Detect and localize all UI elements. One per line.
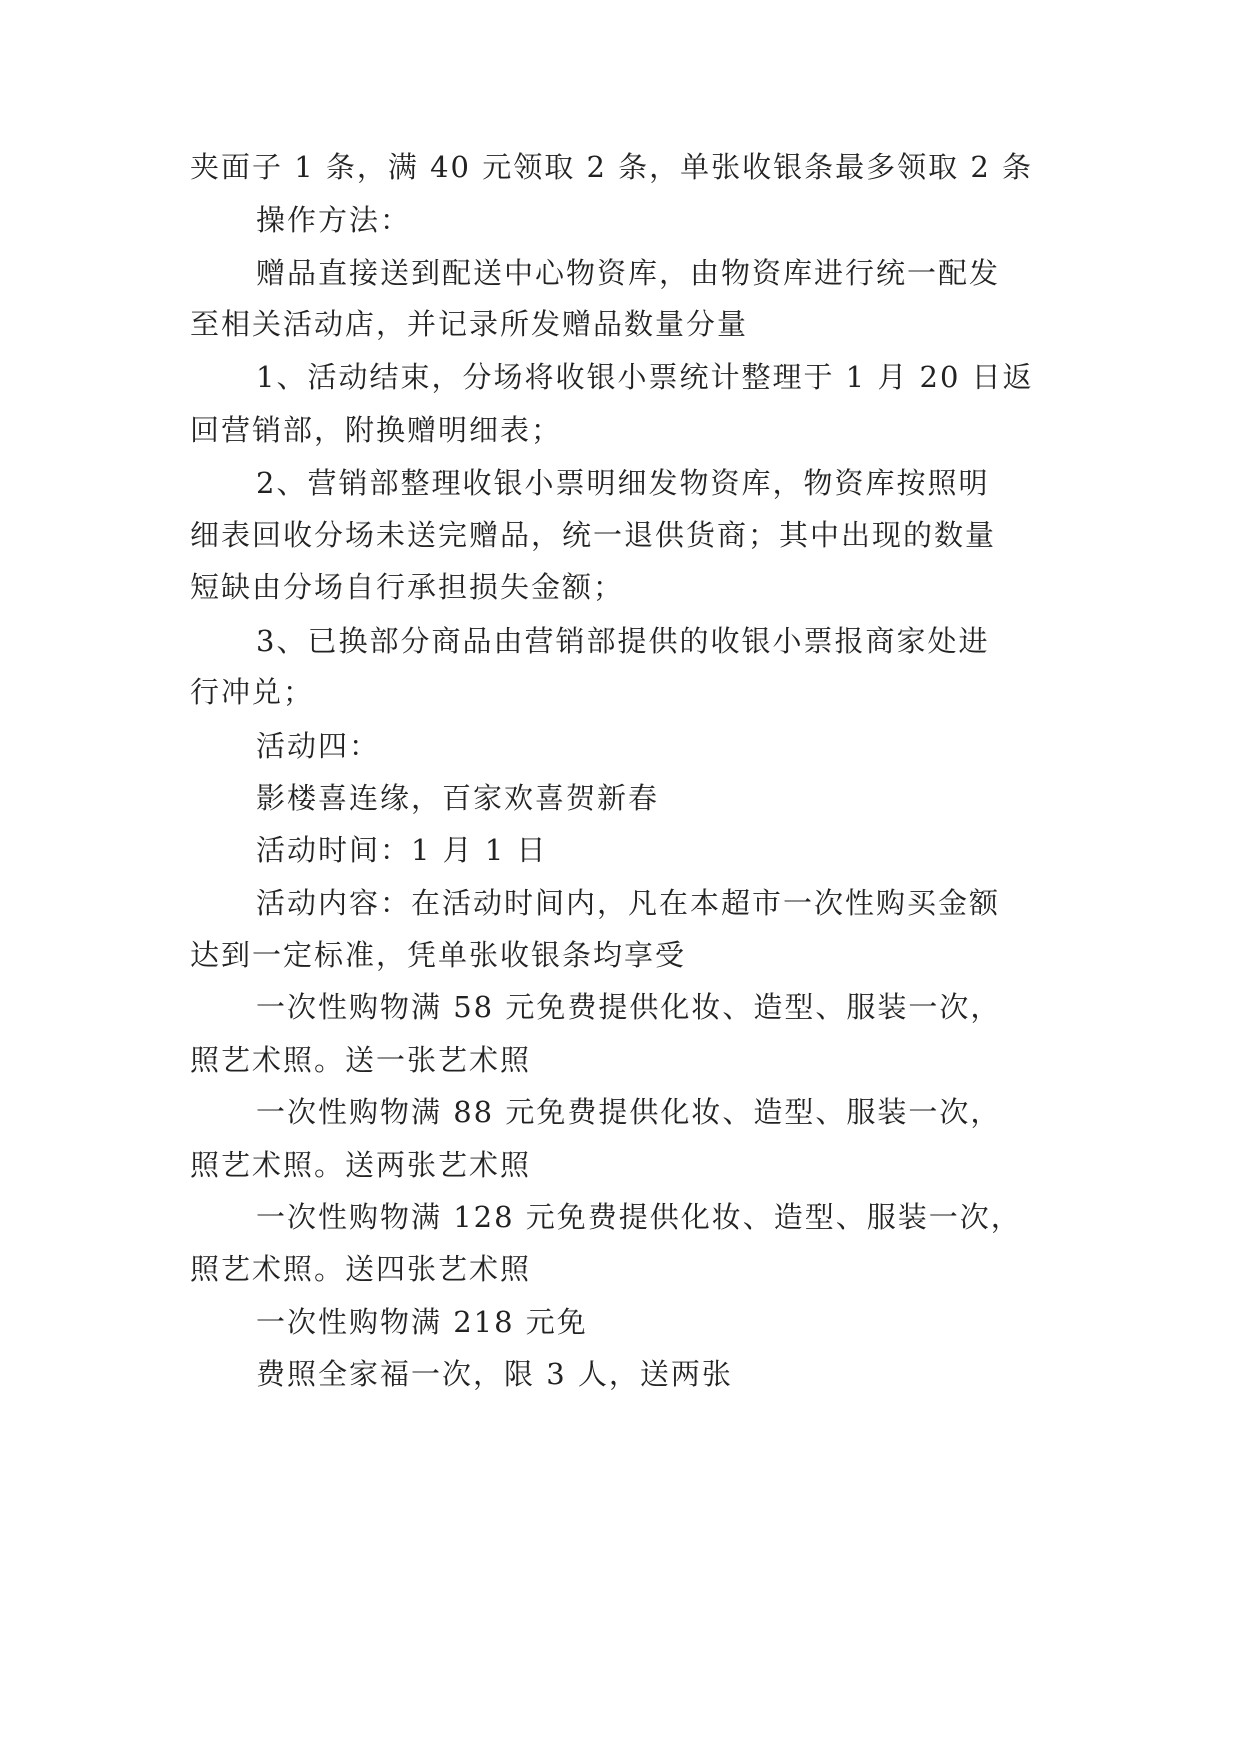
- text-line: 照艺术照。送两张艺术照: [190, 1148, 532, 1182]
- text-line: 短缺由分场自行承担损失金额；: [190, 570, 625, 604]
- text-line: 夹面子 1 条，满 40 元领取 2 条，单张收银条最多领取 2 条: [190, 150, 1034, 184]
- text-line: 一次性购物满 88 元免费提供化妆、造型、服装一次，: [256, 1095, 1002, 1129]
- text-line: 活动时间：1 月 1 日: [256, 833, 548, 867]
- text-line: 照艺术照。送一张艺术照: [190, 1043, 532, 1077]
- text-line: 行冲兑；: [190, 675, 315, 709]
- text-line: 赠品直接送到配送中心物资库，由物资库进行统一配发: [256, 256, 1001, 290]
- text-line: 至相关活动店，并记录所发赠品数量分量: [190, 307, 749, 341]
- text-line: 操作方法：: [256, 203, 412, 237]
- text-line: 影楼喜连缘，百家欢喜贺新春: [256, 781, 660, 815]
- text-line: 2、营销部整理收银小票明细发物资库，物资库按照明: [256, 466, 990, 500]
- text-line: 3、已换部分商品由营销部提供的收银小票报商家处进: [256, 624, 990, 658]
- text-line: 一次性购物满 128 元免费提供化妆、造型、服装一次，: [256, 1200, 1022, 1234]
- text-line: 回营销部，附换赠明细表；: [190, 413, 563, 447]
- text-line: 一次性购物满 218 元免: [256, 1305, 588, 1339]
- text-line: 照艺术照。送四张艺术照: [190, 1252, 532, 1286]
- text-line: 活动四：: [256, 729, 381, 763]
- text-line: 细表回收分场未送完赠品，统一退供货商；其中出现的数量: [190, 518, 997, 552]
- text-line: 活动内容：在活动时间内，凡在本超市一次性购买金额: [256, 886, 1001, 920]
- text-line: 达到一定标准，凭单张收银条均享受: [190, 938, 687, 972]
- text-line: 费照全家福一次，限 3 人，送两张: [256, 1357, 733, 1391]
- text-line: 1、活动结束，分场将收银小票统计整理于 1 月 20 日返: [256, 360, 1034, 394]
- text-line: 一次性购物满 58 元免费提供化妆、造型、服装一次，: [256, 990, 1002, 1024]
